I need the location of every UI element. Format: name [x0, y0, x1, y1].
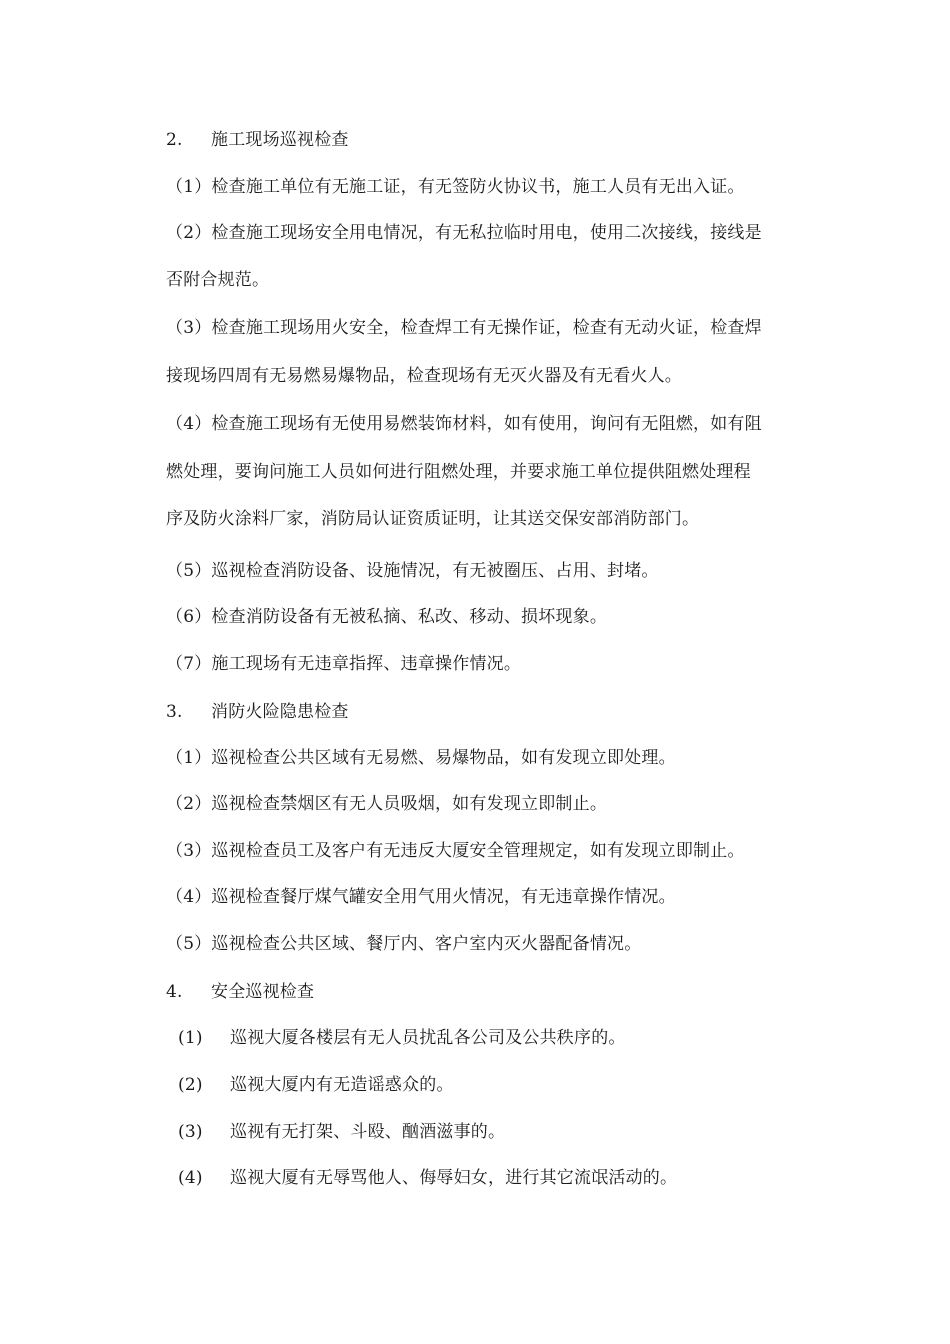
- paragraph-line: 接现场四周有无易燃易爆物品，检查现场有无灭火器及有无看火人。: [166, 366, 682, 386]
- list-item-number: (2): [178, 1075, 203, 1095]
- paragraph-line: 否附合规范。: [166, 270, 270, 290]
- section-heading: [166, 128, 349, 152]
- list-item-text: 巡视大厦各楼层有无人员扰乱各公司及公共秩序的。: [230, 1028, 626, 1048]
- paragraph-line: （4）检查施工现场有无使用易燃装饰材料，如有使用，询问有无阻燃，如有阻: [166, 414, 762, 434]
- list-item-number: (4): [178, 1168, 203, 1188]
- paragraph-line: （1）检查施工单位有无施工证，有无签防火协议书，施工人员有无出入证。: [166, 177, 745, 197]
- list-item-number: (3): [178, 1122, 203, 1142]
- list-item: [178, 1166, 677, 1190]
- paragraph-line: 序及防火涂料厂家，消防局认证资质证明，让其送交保安部消防部门。: [166, 509, 700, 529]
- list-item-number: (1): [178, 1028, 203, 1048]
- section-heading: [166, 700, 349, 724]
- section-title: 消防火险隐患检查: [211, 702, 349, 722]
- paragraph-line: （2）巡视检查禁烟区有无人员吸烟，如有发现立即制止。: [166, 794, 608, 814]
- section-title: 安全巡视检查: [211, 982, 315, 1002]
- paragraph-line: （4）巡视检查餐厅煤气罐安全用气用火情况，有无违章操作情况。: [166, 887, 676, 907]
- paragraph-line: （2）检查施工现场安全用电情况，有无私拉临时用电，使用二次接线，接线是: [166, 223, 762, 243]
- section-number: 4.: [166, 982, 183, 1002]
- list-item: [178, 1073, 454, 1097]
- paragraph-line: （6）检查消防设备有无被私摘、私改、移动、损坏现象。: [166, 607, 608, 627]
- section-number: 2.: [166, 130, 183, 150]
- section-title: 施工现场巡视检查: [211, 130, 349, 150]
- section-number: 3.: [166, 702, 183, 722]
- paragraph-line: （3）检查施工现场用火安全，检查焊工有无操作证，检查有无动火证，检查焊: [166, 318, 762, 338]
- paragraph-line: （5）巡视检查公共区域、餐厅内、客户室内灭火器配备情况。: [166, 934, 642, 954]
- list-item-text: 巡视有无打架、斗殴、酗酒滋事的。: [230, 1122, 506, 1142]
- paragraph-line: （3）巡视检查员工及客户有无违反大厦安全管理规定，如有发现立即制止。: [166, 841, 745, 861]
- section-heading: [166, 980, 314, 1004]
- list-item-text: 巡视大厦内有无造谣惑众的。: [230, 1075, 454, 1095]
- paragraph-line: （1）巡视检查公共区域有无易燃、易爆物品，如有发现立即处理。: [166, 748, 676, 768]
- paragraph-line: （7）施工现场有无违章指挥、违章操作情况。: [166, 654, 522, 674]
- list-item-text: 巡视大厦有无辱骂他人、侮辱妇女，进行其它流氓活动的。: [230, 1168, 678, 1188]
- paragraph-line: （5）巡视检查消防设备、设施情况，有无被圈压、占用、封堵。: [166, 561, 659, 581]
- paragraph-line: 燃处理，要询问施工人员如何进行阻燃处理，并要求施工单位提供阻燃处理程: [166, 462, 751, 482]
- list-item: [178, 1026, 626, 1050]
- list-item: [178, 1120, 505, 1144]
